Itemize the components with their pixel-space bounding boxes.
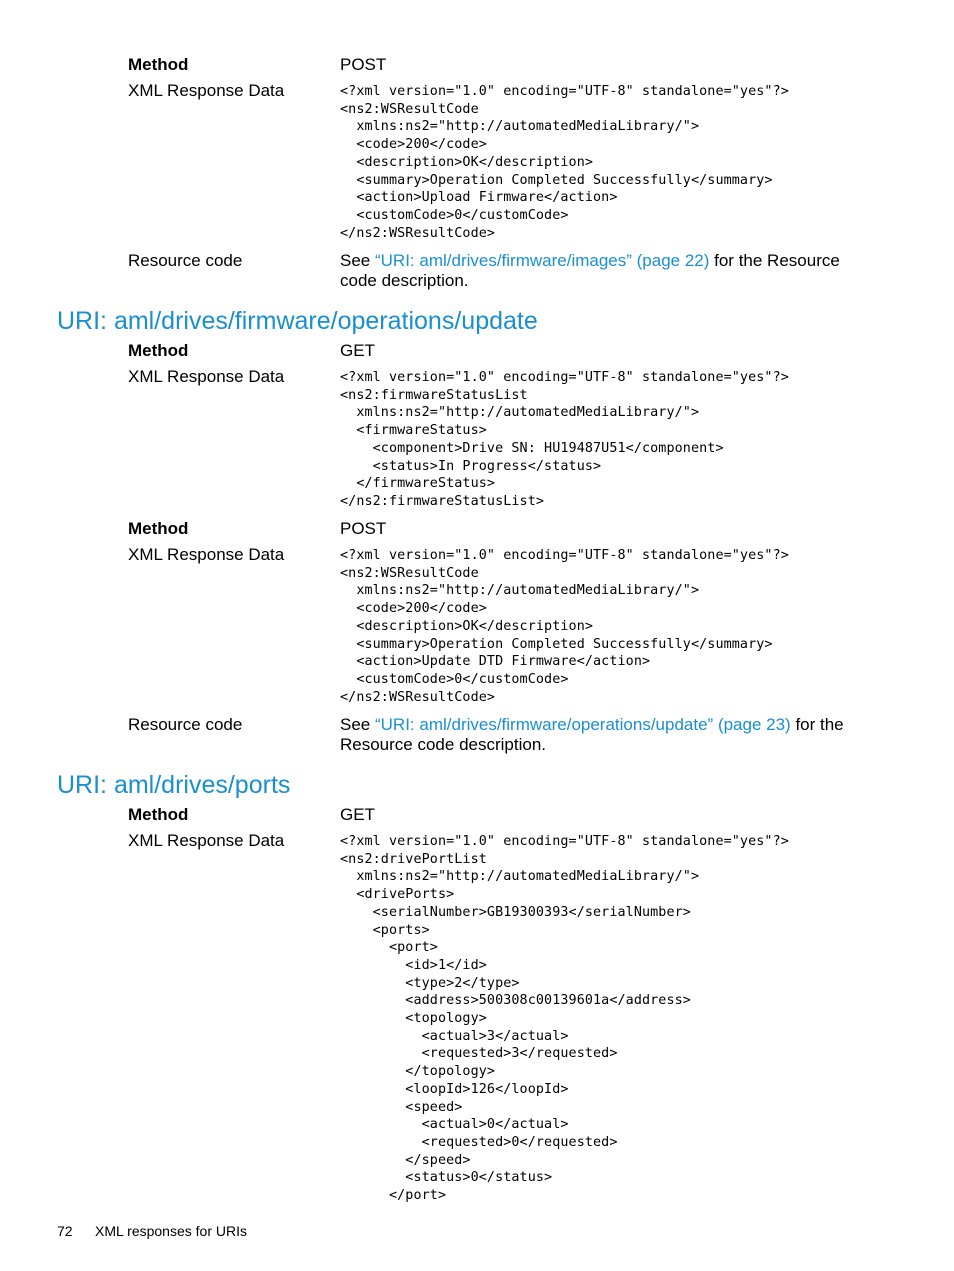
resource-pre-text: See (340, 715, 375, 734)
xml-response-label: XML Response Data (128, 545, 285, 564)
resource-pre-text: See (340, 251, 375, 270)
footer-text: XML responses for URIs (95, 1223, 247, 1239)
resource-link[interactable]: “URI: aml/drives/firmware/images” (page 22) (374, 251, 710, 270)
method-label: Method (128, 55, 189, 74)
page-number: 72 (57, 1223, 73, 1239)
method-value: POST (340, 55, 387, 74)
xml-response-label: XML Response Data (128, 81, 285, 100)
method-label: Method (128, 805, 189, 824)
method-value: POST (340, 519, 387, 538)
xml-response-code: <?xml version="1.0" encoding="UTF-8" standalone="yes"?> <ns2:firmwareStatusList xmlns:ns2="http://automatedMediaLibrary/"> <firmwareStatus> <component>Drive SN: HU19487U51</component> <status>In Progress</status> </firmwareStatus> </ns2:firmwareStatusList> (340, 370, 789, 509)
resource-post-text: for the Resource code description. (340, 251, 840, 290)
section-title-firmware-update: URI: aml/drives/firmware/operations/update (57, 307, 538, 335)
resource-code-label: Resource code (128, 715, 243, 734)
xml-response-label: XML Response Data (128, 367, 285, 386)
resource-code-label: Resource code (128, 251, 243, 270)
xml-response-code: <?xml version="1.0" encoding="UTF-8" standalone="yes"?> <ns2:WSResultCode xmlns:ns2="http://automatedMediaLibrary/"> <code>200</code> <description>OK</description> <summary>Operation Completed Successfully</summary> <action>Upload Firmware</action> <customCode>0</customCode> </ns2:WSResultCode> (340, 84, 789, 241)
resource-code-description (340, 715, 880, 755)
resource-post-text: for the Resource code description. (340, 715, 844, 754)
xml-response-code: <?xml version="1.0" encoding="UTF-8" standalone="yes"?> <ns2:WSResultCode xmlns:ns2="http://automatedMediaLibrary/"> <code>200</code> <description>OK</description> <summary>Operation Completed Successfully</summary> <action>Update DTD Firmware</action> <customCode>0</customCode> </ns2:WSResultCode> (340, 548, 789, 705)
method-value: GET (340, 341, 375, 360)
resource-code-description (340, 251, 880, 291)
xml-response-code: <?xml version="1.0" encoding="UTF-8" standalone="yes"?> <ns2:drivePortList xmlns:ns2="http://automatedMediaLibrary/"> <drivePorts> <serialNumber>GB19300393</serialNumber> <ports> <port> <id>1</id> <type>2</type> <address>500308c00139601a</address> <topology> <actual>3</actual> <requested>3</requested> </topology> <loopId>126</loopId> <speed> <actual>0</actual> <requested>0</requested> </speed> <status>0</status> </port> (340, 834, 789, 1204)
resource-link[interactable]: “URI: aml/drives/firmware/operations/update” (page 23) (374, 715, 791, 734)
method-value: GET (340, 805, 375, 824)
xml-response-label: XML Response Data (128, 831, 285, 850)
method-label: Method (128, 341, 189, 360)
section-title-drive-ports: URI: aml/drives/ports (57, 771, 291, 799)
method-label: Method (128, 519, 189, 538)
